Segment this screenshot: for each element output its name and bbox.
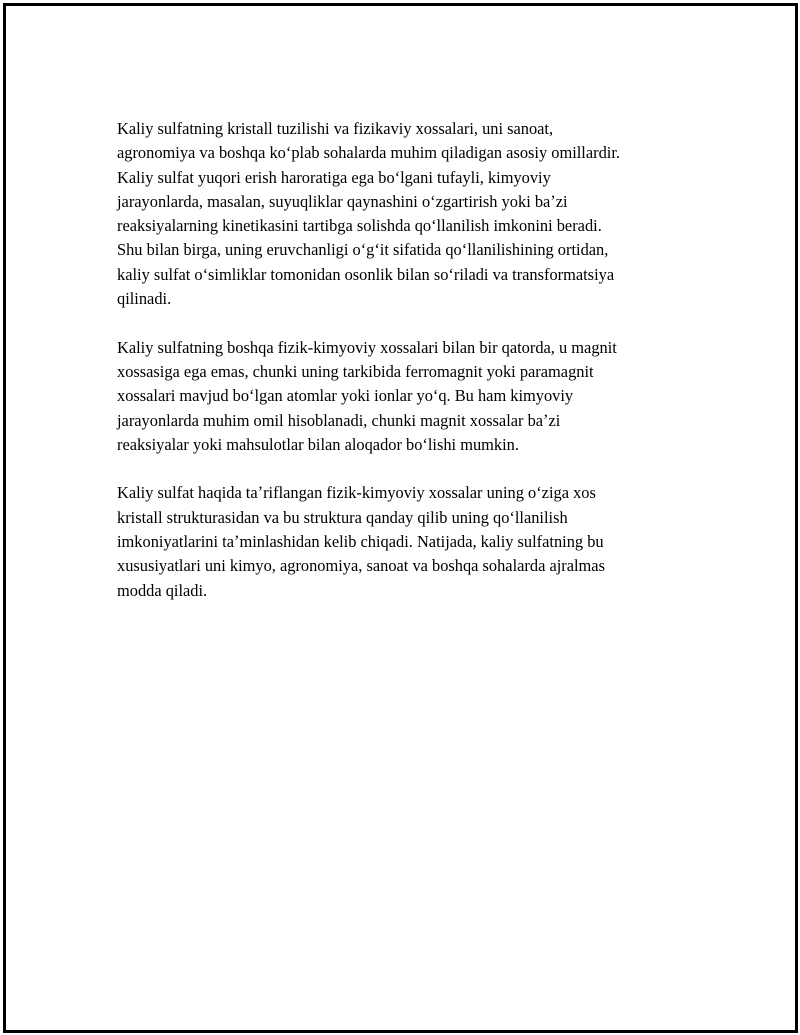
paragraph-1: Kaliy sulfatning kristall tuzilishi va fizikaviy xossalari, uni sanoat, agronomiya va boshqa koʻplab sohalarda muhim qiladigan asosiy omillardir. Kaliy sulfat yuqori erish haroratiga ega boʻlgani tufayli, kimyoviy jarayonlarda, masalan, suyuqliklar qaynashini oʻzgartirish yoki baʼzi reaksiyalarning kinetikasini tartibga solishda qoʻllanilish imkonini beradi. Shu bilan birga, uning eruvchanligi oʻgʻit sifatida qoʻllanilishining ortidan, kaliy sulfat oʻsimliklar tomonidan osonlik bilan soʻriladi va transformatsiya qilinadi. [117, 119, 620, 309]
paragraph-3: Kaliy sulfat haqida taʼriflangan fizik-kimyoviy xossalar uning oʻziga xos kristall strukturasidan va bu struktura qanday qilib uning qoʻllanilish imkoniyatlarini taʼminlashidan kelib chiqadi. Natijada, kaliy sulfatning bu xususiyatlari uni kimyo, agronomiya, sanoat va boshqa sohalarda ajralmas modda qiladi. [117, 483, 605, 600]
paragraph-2: Kaliy sulfatning boshqa fizik-kimyoviy xossalari bilan bir qatorda, u magnit xossasiga ega emas, chunki uning tarkibida ferromagnit yoki paramagnit xossalari mavjud boʻlgan atomlar yoki ionlar yoʻq. Bu ham kimyoviy jarayonlarda muhim omil hisoblanadi, chunki magnit xossalar baʼzi reaksiyalar yoki mahsulotlar bilan aloqador boʻlishi mumkin. [117, 337, 617, 454]
document-body [117, 117, 692, 627]
